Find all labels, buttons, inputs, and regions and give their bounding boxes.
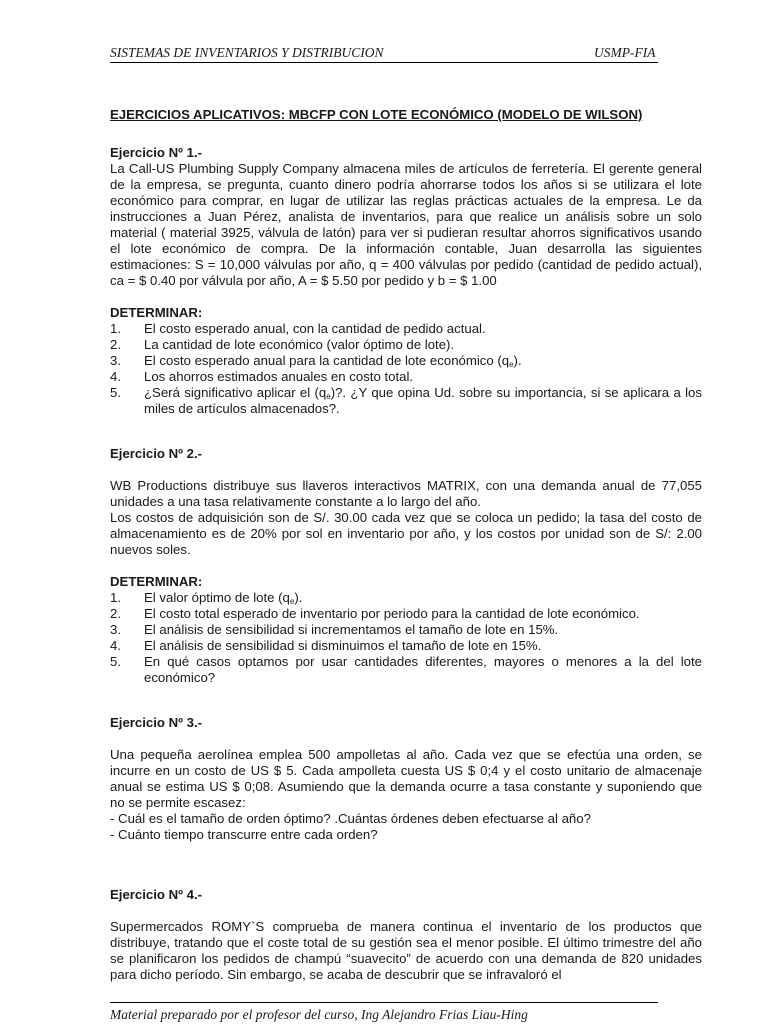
list-item: 1. El costo esperado anual, con la cantidad de pedido actual. bbox=[110, 321, 486, 336]
exercise-1-heading: Ejercicio Nº 1.- bbox=[110, 145, 203, 160]
exercise-2-paragraph-1: WB Productions distribuye sus llaveros interactivos MATRIX, con una demanda anual de 77,055 unidades a una tasa relativamente constante a lo largo del año. bbox=[110, 478, 702, 509]
exercise-2-paragraph-2: Los costos de adquisición son de S/. 30.00 cada vez que se coloca un pedido; la tasa del costo de almacenamiento es de 20% por sol en inventario por año, y los costos por unidad son de S/: 2.00 nuevos soles. bbox=[110, 510, 702, 557]
exercise-3-heading: Ejercicio Nº 3.- bbox=[110, 715, 203, 730]
document-body bbox=[110, 107, 702, 983]
list-item: 2. El costo total esperado de inventario por periodo para la cantidad de lote económico. bbox=[110, 606, 640, 621]
page-footer: Material preparado por el profesor del curso, Ing Alejandro Frias Liau-Hing bbox=[110, 1002, 658, 1023]
exercise-4-heading: Ejercicio Nº 4.- bbox=[110, 887, 203, 902]
list-item: 3. El análisis de sensibilidad si incrementamos el tamaño de lote en 15%. bbox=[110, 622, 559, 637]
list-item: 5. ¿Será significativo aplicar el $(q_e)$?. ¿Y que opina Ud. sobre su importancia, si se aplicara a los miles de artículos almacenados?. bbox=[110, 385, 702, 416]
list-item: 4. El análisis de sensibilidad si disminuimos el tamaño de lote en 15%. bbox=[110, 638, 542, 653]
institution-code: USMP-FIA bbox=[594, 45, 656, 60]
exercise-2-heading: Ejercicio Nº 2.- bbox=[110, 446, 203, 461]
list-item: 2. La cantidad de lote económico (valor óptimo de lote). bbox=[110, 337, 455, 352]
exercise-1-body: La Call-US Plumbing Supply Company almacena miles de artículos de ferretería. El gerente general de la empresa, se pregunta, cuanto dinero podría ahorrarse todos los años si se utilizara el lote económico para comprar, en lugar de utilizar las reglas prácticas actuales de la empresa. Le da instrucciones a Juan Pérez, analista de inventarios, para que realice un análisis sobre un solo material ( material 3925, válvula de latón) para ver si pudieran resultar ahorros significativos usando el lote económico de compra. De la información contable, Juan desarrolla las siguientes estimaciones: S = 10,000 válvulas por año, q = 400 válvulas por pedido (cantidad de pedido actual), ca = $ 0.40 por válvula por año, A = $ 5.50 por pedido y b = $ 1.00 bbox=[110, 161, 702, 288]
list-item: 5. En qué casos optamos por usar cantidades diferentes, mayores o menores a la del lote económico? bbox=[110, 654, 702, 685]
exercise-4-body: Supermercados ROMY`S comprueba de manera continua el inventario de los productos que distribuye, tratando que el coste total de su gestión sea el menor posible. El último trimestre del año se planificaron los pedidos de champú “suavecito” de acuerdo con una demanda de 820 unidades para dicho período. Sin embargo, se acaba de descubrir que se infravaloró el bbox=[110, 919, 702, 982]
list-item: 4. Los ahorros estimados anuales en costo total. bbox=[110, 369, 414, 384]
list-item: 3. El costo esperado anual para la cantidad de lote económico $(q_e)$. bbox=[110, 353, 522, 369]
exercise-1-determinar: DETERMINAR: bbox=[110, 305, 203, 320]
page-header bbox=[110, 44, 658, 63]
list-item: 1. El valor óptimo de lote $(q_e)$. bbox=[110, 590, 303, 606]
exercise-3-question-2: - Cuánto tiempo transcurre entre cada orden? bbox=[110, 827, 378, 842]
exercise-2-list bbox=[110, 590, 702, 686]
exercise-2-determinar: DETERMINAR: bbox=[110, 574, 203, 589]
document-title: EJERCICIOS APLICATIVOS: MBCFP CON LOTE ECONÓMICO (MODELO DE WILSON) bbox=[110, 107, 643, 122]
exercise-3-question-1: - Cuál es el tamaño de orden óptimo? .Cuántas órdenes deben efectuarse al año? bbox=[110, 811, 591, 826]
exercise-3-body: Una pequeña aerolínea emplea 500 ampolletas al año. Cada vez que se efectúa una orden, se incurre en un costo de US $ 5. Cada ampolleta cuesta US $ 0;4 y el costo unitario de almacenaje anual se estima US $ 0;08. Asumiendo que la demanda ocurre a tasa constante y suponiendo que no se permite escasez: bbox=[110, 747, 702, 810]
exercise-1-list bbox=[110, 321, 702, 417]
course-title: SISTEMAS DE INVENTARIOS Y DISTRIBUCION bbox=[110, 45, 384, 60]
